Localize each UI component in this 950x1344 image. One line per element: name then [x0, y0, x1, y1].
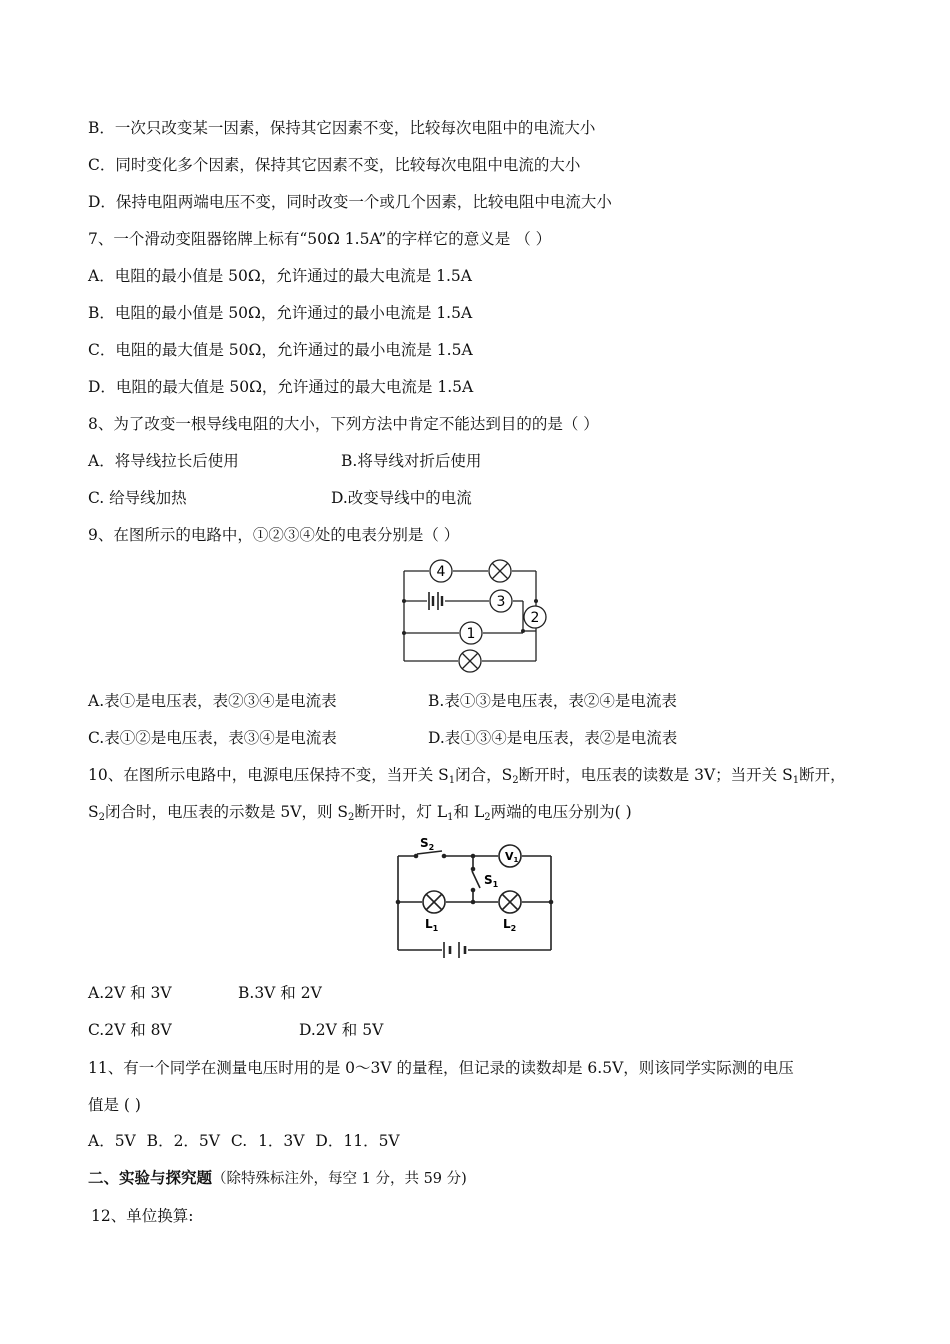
q6-option-b: B．一次只改变某一因素，保持其它因素不变，比较每次电阻中的电流大小 — [88, 119, 596, 137]
q11-options: A．5V B．2．5V C. 1．3V D．11．5V — [88, 1132, 400, 1150]
lamp-l2-label: $L_2$ — [503, 917, 517, 933]
q10-circuit-diagram — [390, 834, 562, 958]
q7-option-c: C．电阻的最大值是 50Ω，允许通过的最小电流是 1.5A — [88, 341, 473, 359]
section-2-note: （除特殊标注外，每空 1 分，共 59 分) — [212, 1171, 467, 1187]
q10-row-2 — [88, 1020, 384, 1040]
q10-stem-line-1: 10、在图所示电路中，电源电压保持不变，当开关 $S_1$闭合，$S_2$断开时，电压表的读数是 3V；当开关 $S_1$断开， — [88, 766, 846, 786]
q10-option-a: A.2V 和 3V — [88, 984, 172, 1002]
section-2-heading — [88, 1168, 467, 1189]
meter-1-label: 1 — [466, 626, 476, 642]
q9-row-2 — [88, 728, 678, 748]
q8-option-c: C. 给导线加热 — [88, 489, 187, 507]
q9-row-1 — [88, 691, 677, 711]
q9-option-b: B.表①③是电压表，表②④是电流表 — [428, 692, 677, 710]
q10-option-d: D.2V 和 5V — [299, 1021, 384, 1039]
q10-stem-line-2: $S_2$闭合时，电压表的示数是 5V，则 $S_2$断开时，灯 $L_1$和 $L_2$两端的电压分别为( ) — [88, 803, 632, 823]
q8-stem: 8、为了改变一根导线电阻的大小，下列方法中肯定不能达到目的的是（ ） — [88, 415, 599, 433]
q8-option-a: A．将导线拉长后使用 — [88, 452, 239, 470]
meter-2-label: 2 — [530, 610, 540, 626]
switch-s1-label: $S_1$ — [484, 873, 499, 889]
q12-stem: 12、单位换算: — [91, 1207, 194, 1225]
meter-3-label: 3 — [496, 594, 506, 610]
q6-option-c: C．同时变化多个因素，保持其它因素不变，比较每次电阻中电流的大小 — [88, 156, 581, 174]
switch-s2-label: $S_2$ — [420, 836, 435, 852]
section-2-title: 二、实验与探究题 — [88, 1168, 213, 1187]
meter-4-label: 4 — [436, 564, 446, 580]
q7-stem: 7、一个滑动变阻器铭牌上标有“50Ω 1.5A”的字样它的意义是 （ ） — [88, 230, 552, 248]
q9-option-a: A.表①是电压表，表②③④是电流表 — [88, 692, 337, 710]
q9-option-c: C.表①②是电压表，表③④是电流表 — [88, 729, 337, 747]
lamp-l1-label: $L_1$ — [425, 917, 439, 933]
q9-circuit-diagram — [395, 555, 555, 675]
q10-row-1 — [88, 983, 322, 1003]
q8-row-1 — [88, 451, 482, 471]
q8-option-d: D.改变导线中的电流 — [331, 489, 472, 507]
q10-option-c: C.2V 和 8V — [88, 1021, 172, 1039]
q7-option-b: B．电阻的最小值是 50Ω，允许通过的最小电流是 1.5A — [88, 304, 473, 322]
q11-stem-line-1: 11、有一个同学在测量电压时用的是 0～3V 的量程，但记录的读数却是 6.5V，则该同学实际测的电压 — [88, 1059, 794, 1077]
q10-option-b: B.3V 和 2V — [238, 984, 322, 1002]
q6-option-d: D．保持电阻两端电压不变，同时改变一个或几个因素，比较电阻中电流大小 — [88, 193, 612, 211]
q9-option-d: D.表①③④是电压表，表②是电流表 — [428, 729, 678, 747]
q11-stem-line-2: 值是 ( ) — [88, 1096, 141, 1114]
voltmeter-label: V1 — [505, 850, 519, 864]
q9-stem: 9、在图所示的电路中，①②③④处的电表分别是（ ） — [88, 526, 460, 544]
q7-option-d: D．电阻的最大值是 50Ω，允许通过的最大电流是 1.5A — [88, 378, 474, 396]
q8-option-b: B.将导线对折后使用 — [341, 452, 482, 470]
q7-option-a: A．电阻的最小值是 50Ω，允许通过的最大电流是 1.5A — [88, 267, 472, 285]
q8-row-2 — [88, 488, 472, 508]
